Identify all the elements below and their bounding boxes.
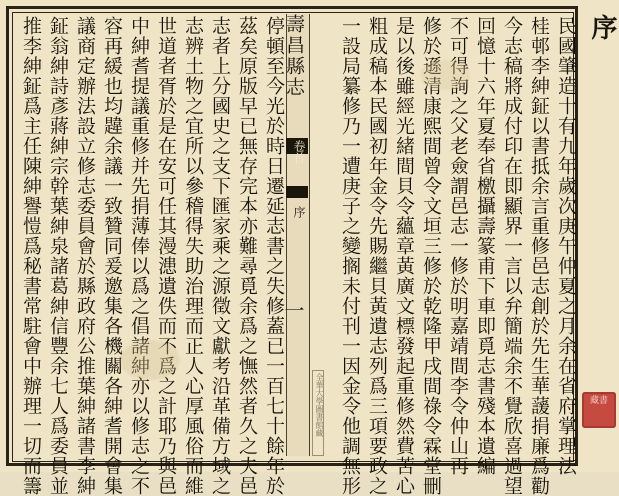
section-label: 序 [292, 206, 306, 218]
text-column: 是以後雖經光緒間貝令蘊章黃廣文標發起重修然費苦心 [393, 16, 415, 496]
text-column: 中紳耆提議重修并先捐薄俸以爲之倡諸紳亦以修志之不 [128, 16, 150, 496]
text-column: 志者上分國史之支下匯家乘之源徵文獻考沿革備方域之 [209, 16, 231, 496]
text-column: 桂邨李紳鉦以書抵余言重修邑志創於先生華蘐捐廉爲勸 [528, 16, 550, 496]
text-column: 推李紳鉦爲主任陳紳譽愷爲秘書常駐會中辦理一切而籌 [20, 16, 42, 496]
text-column: 修於遜清康熙間曾令文垣三修於乾隆甲戌間祿令霖堂刪 [420, 16, 442, 496]
volume-label: 卷首 [292, 140, 306, 164]
text-column: 茲矣原版早已無存完本亦難尋覓余爲之憮然者久之夫邑 [236, 16, 258, 496]
fishtail-mark [286, 186, 308, 198]
text-column: 不可得詢之父老僉謂邑志一修於明嘉靖間李令仲山再 [447, 16, 469, 476]
paper-stain [420, 60, 470, 90]
library-stamp: 全華大學圖書館藏 [312, 370, 324, 456]
page-number: 一 [281, 300, 305, 320]
text-column: 鉦翁紳詩彥蔣紳宗幹葉紳泉諸葛紳信豐余七人爲委員並 [47, 16, 69, 496]
text-column: 回憶十六年夏奉省檄攝壽篆甫下車即覓志書殘本遺編 [474, 16, 496, 476]
text-column: 民國肇造十有九年歲次庚午仲夏之月余在省府掌理法 [555, 16, 577, 476]
text-column: 一設局纂修乃一遭庚子之變搁未付刊一因金令他調無形 [339, 16, 361, 496]
text-column: 停頓至今光於時日遷延志書之失修蓋已一百七十餘年於 [263, 16, 285, 496]
text-column: 今志稿將成付印在即顯界一言以弁簡端余不覺欣喜過望 [501, 16, 523, 496]
text-column: 議商定辦法設立修志委員會於縣政府公推葉紳諸書李紳 [74, 16, 96, 496]
text-column: 志辨土物之宜所以參稽得失助治理而正人心厚風俗而維 [182, 16, 204, 496]
text-column: 世道者胥於是在安可任其漫漶遺佚而不爲之計耶乃與邑 [155, 16, 177, 496]
red-seal-stamp: 藏書 [582, 392, 616, 428]
paper-stain [120, 340, 180, 380]
book-title: 壽昌縣志 [283, 14, 305, 98]
section-heading: 序 [587, 14, 617, 40]
text-column: 容再緩也均韙余議一致贊同爰邀集各機關各紳耆開會集 [101, 16, 123, 496]
text-column: 粗成稿本民國初年金令先賜繼貝黃遺志列爲三項要政之 [366, 16, 388, 496]
